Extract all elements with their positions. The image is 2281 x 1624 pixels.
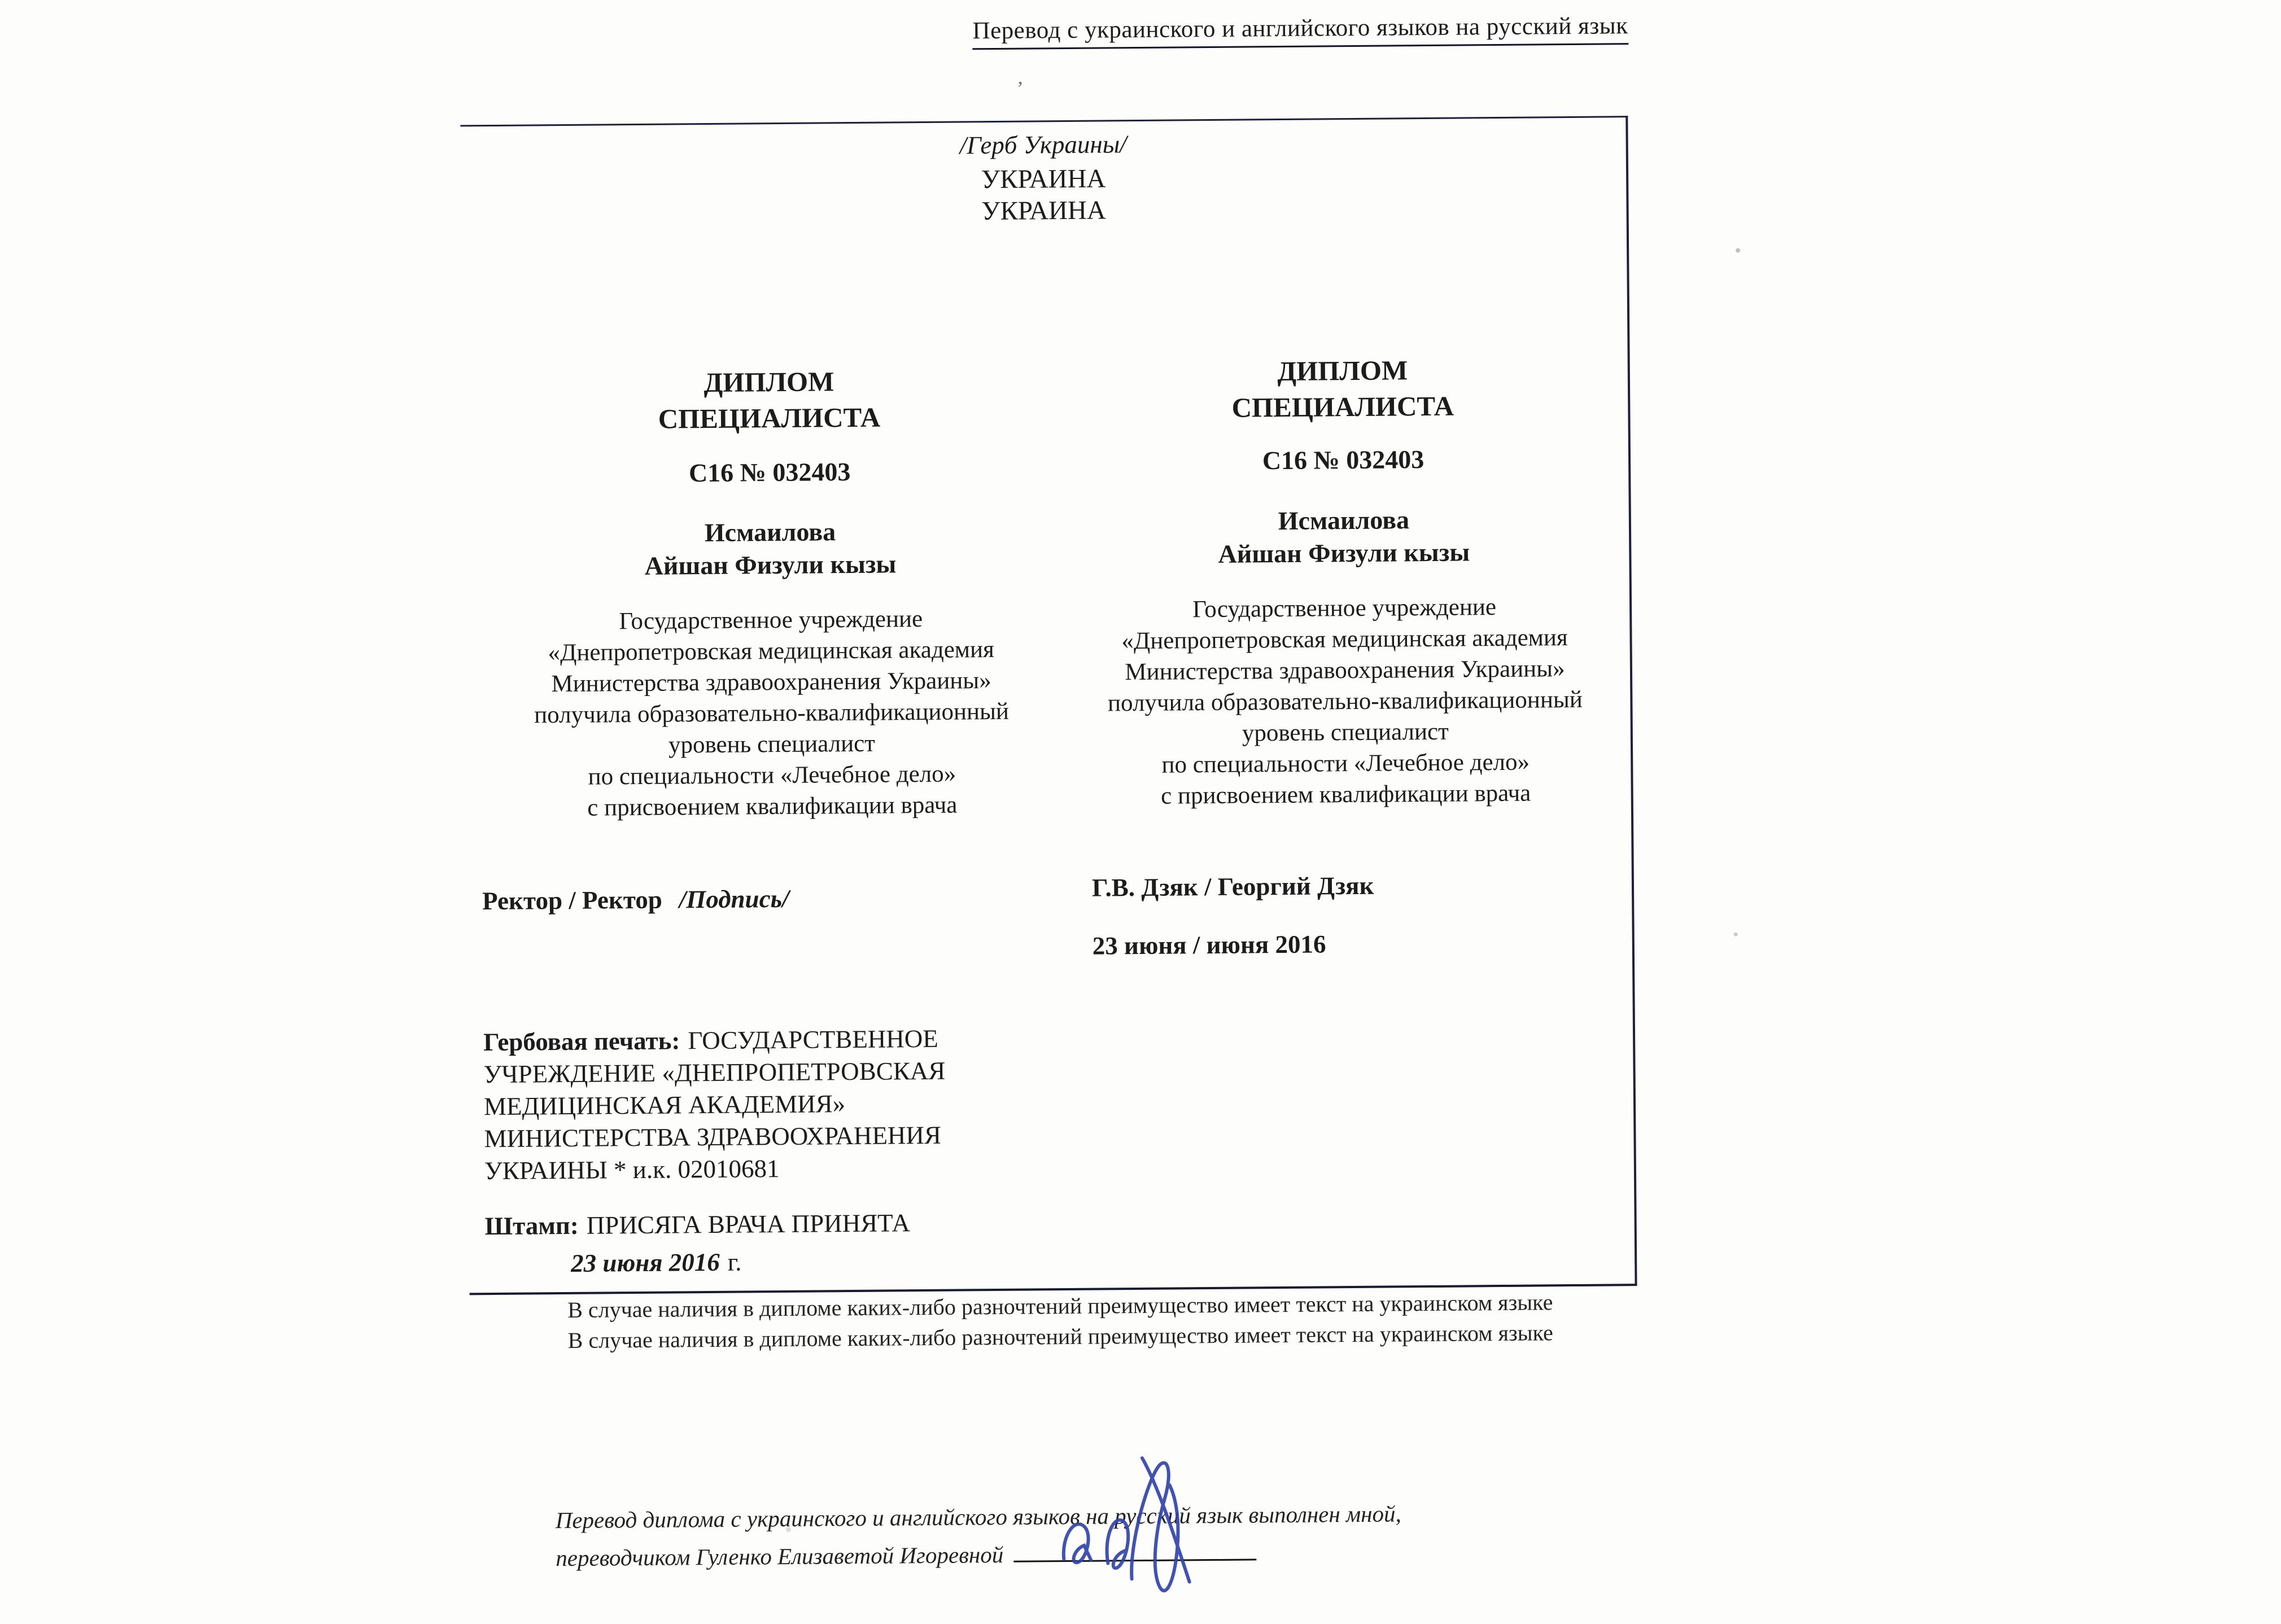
doc-title-line: СПЕЦИАЛИСТА: [658, 401, 881, 435]
right-column: [1074, 117, 1615, 1288]
body-line: с присвоением квалификации врача: [587, 791, 958, 821]
left-column: [476, 122, 1067, 1293]
body-paragraph: [1078, 590, 1612, 812]
body-line: «Днепропетровская медицинская академия: [548, 636, 995, 667]
handwritten-signature-icon: [1046, 1447, 1239, 1601]
holder-name: [1078, 502, 1610, 571]
body-line: по специальности «Лечебное дело»: [588, 760, 956, 790]
diploma-frame: [460, 116, 1637, 1295]
page-header: [930, 12, 1670, 45]
seal-line: УЧРЕЖДЕНИЕ «ДНЕПРОПЕТРОВСКАЯ: [483, 1056, 946, 1089]
holder-given-names: Айшан Физули кызы: [644, 549, 897, 580]
seal-label: Гербовая печать:: [483, 1026, 680, 1057]
body-line: уровень специалист: [668, 730, 876, 759]
body-line: по специальности «Лечебное дело»: [1161, 748, 1530, 778]
seal-paragraph: [483, 1022, 1038, 1187]
emblem-note: /Герб Украины/: [959, 130, 1127, 160]
holder-surname: Исмаилова: [1278, 505, 1410, 536]
doc-title-line: ДИПЛОМ: [703, 366, 834, 399]
doc-title: [1077, 351, 1609, 427]
body-line: с присвоением квалификации врача: [1161, 780, 1531, 809]
pen-stroke: [1142, 1457, 1190, 1582]
stamp-date-row: [485, 1245, 1067, 1279]
body-line: «Днепропетровская медицинская академия: [1121, 624, 1568, 655]
page-title: Перевод с украинского и английского языков на русский язык: [972, 12, 1628, 50]
disclaimer-line: В случае наличия в дипломе каких-либо разночтений преимущество имеет текст на украинском языке: [567, 1289, 1553, 1323]
body-paragraph: [480, 602, 1063, 824]
body-line: Государственное учреждение: [619, 606, 923, 635]
body-line: получила образовательно-квалификационный: [534, 698, 1010, 729]
scan-artifact: [1736, 248, 1740, 253]
scan-artifact: [1734, 933, 1738, 936]
body-line: Государственное учреждение: [1192, 594, 1497, 623]
holder-name: [479, 514, 1061, 584]
stamp-date-suffix: г.: [727, 1247, 742, 1276]
stamp-date: 23 июня 2016: [570, 1247, 720, 1277]
holder-surname: Исмаилова: [704, 517, 836, 548]
seal-line: МИНИСТЕРСТВА ЗДРАВООХРАНЕНИЯ: [484, 1120, 942, 1153]
stamp-label: Штамп:: [484, 1211, 579, 1241]
series-number: С16 № 032403: [1262, 445, 1424, 475]
pen-stroke: [1063, 1524, 1091, 1563]
disclaimer: [478, 1286, 1644, 1356]
doc-title: [478, 362, 1060, 439]
seal-line: УКРАИНЫ * и.к. 02010681: [484, 1154, 780, 1185]
pen-stroke: [1107, 1520, 1129, 1568]
doc-title-line: ДИПЛОМ: [1277, 354, 1408, 387]
signature-placeholder: /Подпись/: [679, 884, 789, 914]
doc-title-line: СПЕЦИАЛИСТА: [1231, 390, 1454, 423]
seal-line: МЕДИЦИНСКАЯ АКАДЕМИЯ»: [483, 1089, 846, 1121]
rector-name: Г.В. Дзяк / Георгий Дзяк: [1091, 871, 1374, 902]
seal-text: ГОСУДАРСТВЕННОЕ: [688, 1024, 938, 1055]
translator-note: [556, 1495, 1402, 1577]
scan-artifact: [786, 1527, 791, 1532]
country-name-uk: УКРАИНА: [981, 164, 1106, 195]
country-name-ru: УКРАИНА: [981, 195, 1107, 226]
disclaimer-line: В случае наличия в дипломе каких-либо разночтений преимущество имеет текст на украинском языке: [567, 1320, 1553, 1353]
body-line: Министерства здравоохранения Украины»: [551, 667, 991, 698]
translator-note-line1: Перевод диплома с украинского и английского языков на русский язык выполнен мной,: [555, 1500, 1401, 1534]
series-number: С16 № 032403: [688, 457, 851, 488]
stamp-text: ПРИСЯГА ВРАЧА ПРИНЯТА: [586, 1209, 911, 1240]
body-line: Министерства здравоохранения Украины»: [1125, 655, 1565, 686]
translator-note-line2: переводчиком Гуленко Елизаветой Игоревной: [556, 1541, 1004, 1572]
body-line: получила образовательно-квалификационный: [1107, 686, 1583, 717]
scan-artifact: ’: [1016, 77, 1024, 100]
issue-date: 23 июня / июня 2016: [1092, 930, 1326, 960]
rector-signature-row: [482, 882, 1064, 916]
body-line: уровень специалист: [1242, 718, 1449, 747]
seal-line: [483, 1022, 1037, 1058]
rector-label: Ректор / Ректор: [482, 885, 662, 916]
translator-note-line2-row: [556, 1533, 1401, 1577]
stamp-row: [484, 1207, 1066, 1241]
holder-given-names: Айшан Физули кызы: [1218, 537, 1470, 568]
